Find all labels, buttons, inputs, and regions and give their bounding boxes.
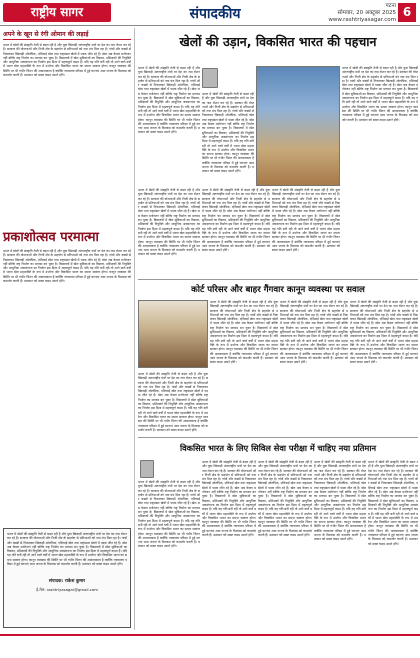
third-text-col-2: भारत में खेलों की संस्कृति तेजी से बदल रही है और युवा खिलाड़ी अंतरराष्ट्रीय मंचों पर देश का नाम रोशन कर रहे हैं। सरकार की योजनाओं और निजी क्षेत्र के सहयोग से प्रतिभाओं को नया मंच मिल रहा है। गांवों और कस्बों से निकलकर खिलाड़ी ओलंपिक, एशियाई खेल तथा राष्ट्रमंडल खेलों में पदक जीत रहे हैं। खेल अब केवल मनोरंजन नहीं बल्कि राष्ट्र निर्माण का माध्यम बन चुका है। विद्यालयों में खेल सुविधाओं का विस्तार, प्रशिक्षकों की नियुक्ति और आधुनिक अवसंरचना का निर्माण इस दिशा में महत्वपूर्ण कदम हैं। यदि यह गति बनी रही तो आने वाले वर्षों में भारत खेल महाशक्ति के रूप में उभरेगा और विकसित भारत का सपना साकार होगा। कानून व्यवस्था की स्थिति पर भी गंभीर चिंतन की आवश्यकता है क्योंकि न्यायालय परिसर में हुई घटनाएं आम जनता के विश्वास को कमजोर करती हैं। प्रशासन को सख्त कदम उठाने होंगे। (202, 460, 256, 538)
second-headline: कोर्ट परिसर और बाहर गैंगवार कानून व्यवस्था पर सवाल (191, 285, 365, 295)
left-top-headline-bar (3, 30, 131, 40)
second-text-col-3: भारत में खेलों की संस्कृति तेजी से बदल रही है और युवा खिलाड़ी अंतरराष्ट्रीय मंचों पर देश का नाम रोशन कर रहे हैं। सरकार की योजनाओं और निजी क्षेत्र के सहयोग से प्रतिभाओं को नया मंच मिल रहा है। गांवों और कस्बों से निकलकर खिलाड़ी ओलंपिक, एशियाई खेल तथा राष्ट्रमंडल खेलों में पदक जीत रहे हैं। खेल अब केवल मनोरंजन नहीं बल्कि राष्ट्र निर्माण का माध्यम बन चुका है। विद्यालयों में खेल सुविधाओं का विस्तार, प्रशिक्षकों की नियुक्ति और आधुनिक अवसंरचना का निर्माण इस दिशा में महत्वपूर्ण कदम हैं। यदि यह गति बनी रही तो आने वाले वर्षों में भारत खेल महाशक्ति के रूप में उभरेगा और विकसित भारत का सपना साकार होगा। कानून व्यवस्था की स्थिति पर भी गंभीर चिंतन की आवश्यकता है क्योंकि न्यायालय परिसर में हुई घटनाएं आम जनता के विश्वास को कमजोर करती हैं। प्रशासन को सख्त कदम उठाने होंगे। (280, 300, 348, 365)
third-text-col-1: भारत में खेलों की संस्कृति तेजी से बदल रही है और युवा खिलाड़ी अंतरराष्ट्रीय मंचों पर देश का नाम रोशन कर रहे हैं। सरकार की योजनाओं और निजी क्षेत्र के सहयोग से प्रतिभाओं को नया मंच मिल रहा है। गांवों और कस्बों से निकलकर खिलाड़ी ओलंपिक, एशियाई खेल तथा राष्ट्रमंडल खेलों में पदक जीत रहे हैं। खेल अब केवल मनोरंजन नहीं बल्कि राष्ट्र निर्माण का माध्यम बन चुका है। विद्यालयों में खेल सुविधाओं का विस्तार, प्रशिक्षकों की नियुक्ति और आधुनिक अवसंरचना का निर्माण इस दिशा में महत्वपूर्ण कदम हैं। यदि यह गति बनी रही तो आने वाले वर्षों में भारत खेल महाशक्ति के रूप में उभरेगा और विकसित भारत का सपना साकार होगा। कानून व्यवस्था की स्थिति पर भी गंभीर चिंतन की आवश्यकता है क्योंकि न्यायालय परिसर में हुई घटनाएं आम जनता के विश्वास को कमजोर करती हैं। प्रशासन को सख्त कदम उठाने होंगे। (138, 480, 200, 549)
second-headline-wrap (138, 282, 418, 298)
imprint-editor: संपादक: राकेश कुमार (48, 579, 86, 584)
lead-byline-wrap (138, 55, 418, 65)
third-text-col-4: भारत में खेलों की संस्कृति तेजी से बदल रही है और युवा खिलाड़ी अंतरराष्ट्रीय मंचों पर देश का नाम रोशन कर रहे हैं। सरकार की योजनाओं और निजी क्षेत्र के सहयोग से प्रतिभाओं को नया मंच मिल रहा है। गांवों और कस्बों से निकलकर खिलाड़ी ओलंपिक, एशियाई खेल तथा राष्ट्रमंडल खेलों में पदक जीत रहे हैं। खेल अब केवल मनोरंजन नहीं बल्कि राष्ट्र निर्माण का माध्यम बन चुका है। विद्यालयों में खेल सुविधाओं का विस्तार, प्रशिक्षकों की नियुक्ति और आधुनिक अवसंरचना का निर्माण इस दिशा में महत्वपूर्ण कदम हैं। यदि यह गति बनी रही तो आने वाले वर्षों में भारत खेल महाशक्ति के रूप में उभरेगा और विकसित भारत का सपना साकार होगा। कानून व्यवस्था की स्थिति पर भी गंभीर चिंतन की आवश्यकता है क्योंकि न्यायालय परिसर में हुई घटनाएं आम जनता के विश्वास को कमजोर करती हैं। प्रशासन को सख्त कदम उठाने होंगे। (314, 460, 366, 542)
second-text-col-2: भारत में खेलों की संस्कृति तेजी से बदल रही है और युवा खिलाड़ी अंतरराष्ट्रीय मंचों पर देश का नाम रोशन कर रहे हैं। सरकार की योजनाओं और निजी क्षेत्र के सहयोग से प्रतिभाओं को नया मंच मिल रहा है। गांवों और कस्बों से निकलकर खिलाड़ी ओलंपिक, एशियाई खेल तथा राष्ट्रमंडल खेलों में पदक जीत रहे हैं। खेल अब केवल मनोरंजन नहीं बल्कि राष्ट्र निर्माण का माध्यम बन चुका है। विद्यालयों में खेल सुविधाओं का विस्तार, प्रशिक्षकों की नियुक्ति और आधुनिक अवसंरचना का निर्माण इस दिशा में महत्वपूर्ण कदम हैं। यदि यह गति बनी रही तो आने वाले वर्षों में भारत खेल महाशक्ति के रूप में उभरेगा और विकसित भारत का सपना साकार होगा। कानून व्यवस्था की स्थिति पर भी गंभीर चिंतन की आवश्यकता है क्योंकि न्यायालय परिसर में हुई घटनाएं आम जनता के विश्वास को कमजोर करती हैं। प्रशासन को सख्त कदम उठाने होंगे। (210, 300, 278, 365)
date-block (318, 3, 396, 24)
left-mid-headline: प्रकाशोत्सव परमात्मा (3, 230, 99, 245)
third-text-col-3: भारत में खेलों की संस्कृति तेजी से बदल रही है और युवा खिलाड़ी अंतरराष्ट्रीय मंचों पर देश का नाम रोशन कर रहे हैं। सरकार की योजनाओं और निजी क्षेत्र के सहयोग से प्रतिभाओं को नया मंच मिल रहा है। गांवों और कस्बों से निकलकर खिलाड़ी ओलंपिक, एशियाई खेल तथा राष्ट्रमंडल खेलों में पदक जीत रहे हैं। खेल अब केवल मनोरंजन नहीं बल्कि राष्ट्र निर्माण का माध्यम बन चुका है। विद्यालयों में खेल सुविधाओं का विस्तार, प्रशिक्षकों की नियुक्ति और आधुनिक अवसंरचना का निर्माण इस दिशा में महत्वपूर्ण कदम हैं। यदि यह गति बनी रही तो आने वाले वर्षों में भारत खेल महाशक्ति के रूप में उभरेगा और विकसित भारत का सपना साकार होगा। कानून व्यवस्था की स्थिति पर भी गंभीर चिंतन की आवश्यकता है क्योंकि न्यायालय परिसर में हुई घटनाएं आम जनता के विश्वास को कमजोर करती हैं। प्रशासन को सख्त कदम उठाने होंगे। (258, 460, 312, 538)
third-headline-wrap (138, 440, 418, 456)
paper-name: राष्ट्रीय सागर (3, 3, 111, 22)
second-text-col-4: भारत में खेलों की संस्कृति तेजी से बदल रही है और युवा खिलाड़ी अंतरराष्ट्रीय मंचों पर देश का नाम रोशन कर रहे हैं। सरकार की योजनाओं और निजी क्षेत्र के सहयोग से प्रतिभाओं को नया मंच मिल रहा है। गांवों और कस्बों से निकलकर खिलाड़ी ओलंपिक, एशियाई खेल तथा राष्ट्रमंडल खेलों में पदक जीत रहे हैं। खेल अब केवल मनोरंजन नहीं बल्कि राष्ट्र निर्माण का माध्यम बन चुका है। विद्यालयों में खेल सुविधाओं का विस्तार, प्रशिक्षकों की नियुक्ति और आधुनिक अवसंरचना का निर्माण इस दिशा में महत्वपूर्ण कदम हैं। यदि यह गति बनी रही तो आने वाले वर्षों में भारत खेल महाशक्ति के रूप में उभरेगा और विकसित भारत का सपना साकार होगा। कानून व्यवस्था की स्थिति पर भी गंभीर चिंतन की आवश्यकता है क्योंकि न्यायालय परिसर में हुई घटनाएं आम जनता के विश्वास को कमजोर करती हैं। प्रशासन को सख्त कदम उठाने होंगे। (350, 300, 418, 365)
lead-photo-sports (256, 66, 340, 186)
lead-text-col-2: भारत में खेलों की संस्कृति तेजी से बदल रही है और युवा खिलाड़ी अंतरराष्ट्रीय मंचों पर देश का नाम रोशन कर रहे हैं। सरकार की योजनाओं और निजी क्षेत्र के सहयोग से प्रतिभाओं को नया मंच मिल रहा है। गांवों और कस्बों से निकलकर खिलाड़ी ओलंपिक, एशियाई खेल तथा राष्ट्रमंडल खेलों में पदक जीत रहे हैं। खेल अब केवल मनोरंजन नहीं बल्कि राष्ट्र निर्माण का माध्यम बन चुका है। विद्यालयों में खेल सुविधाओं का विस्तार, प्रशिक्षकों की नियुक्ति और आधुनिक अवसंरचना का निर्माण इस दिशा में महत्वपूर्ण कदम हैं। यदि यह गति बनी रही तो आने वाले वर्षों में भारत खेल महाशक्ति के रूप में उभरेगा और विकसित भारत का सपना साकार होगा। कानून व्यवस्था की स्थिति पर भी गंभीर चिंतन की आवश्यकता है क्योंकि न्यायालय परिसर में हुई घटनाएं आम जनता के विश्वास को कमजोर करती हैं। प्रशासन को सख्त कदम उठाने होंगे। (202, 92, 254, 174)
left-mid-headline-wrap (3, 229, 131, 247)
left-top-headline: अपने के खून से रंगी ओमान की लड़ाई (3, 31, 89, 38)
date-text: सोमवार, 20 अक्टूबर 2025 (337, 10, 396, 16)
lead-text-col-6: भारत में खेलों की संस्कृति तेजी से बदल रही है और युवा खिलाड़ी अंतरराष्ट्रीय मंचों पर देश का नाम रोशन कर रहे हैं। सरकार की योजनाओं और निजी क्षेत्र के सहयोग से प्रतिभाओं को नया मंच मिल रहा है। गांवों और कस्बों से निकलकर खिलाड़ी ओलंपिक, एशियाई खेल तथा राष्ट्रमंडल खेलों में पदक जीत रहे हैं। खेल अब केवल मनोरंजन नहीं बल्कि राष्ट्र निर्माण का माध्यम बन चुका है। विद्यालयों में खेल सुविधाओं का विस्तार, प्रशिक्षकों की नियुक्ति और आधुनिक अवसंरचना का निर्माण इस दिशा में महत्वपूर्ण कदम हैं। यदि यह गति बनी रही तो आने वाले वर्षों में भारत खेल महाशक्ति के रूप में उभरेगा और विकसित भारत का सपना साकार होगा। कानून व्यवस्था की स्थिति पर भी गंभीर चिंतन की आवश्यकता है क्योंकि न्यायालय परिसर में हुई घटनाएं आम जनता के विश्वास को कमजोर करती हैं। प्रशासन को सख्त कदम उठाने होंगे। (272, 188, 340, 253)
author-photo (202, 68, 218, 88)
section-rule-2 (138, 437, 418, 438)
author-photo-2 (140, 460, 154, 478)
lead-headline: खेलों की उड़ान, विकसित भारत की पहचान (179, 34, 377, 49)
imprint-email: ई-मेल: rashtriyasagar@gmail.com (36, 587, 98, 592)
court-photo (138, 300, 208, 368)
section-rule-1 (138, 279, 418, 280)
third-headline: विकसित भारत के लिए सिविल सेवा परीक्षा में चाहिए नया प्रतिमान (180, 443, 376, 453)
left-top-article-text: भारत में खेलों की संस्कृति तेजी से बदल रही है और युवा खिलाड़ी अंतरराष्ट्रीय मंचों पर देश का नाम रोशन कर रहे हैं। सरकार की योजनाओं और निजी क्षेत्र के सहयोग से प्रतिभाओं को नया मंच मिल रहा है। गांवों और कस्बों से निकलकर खिलाड़ी ओलंपिक, एशियाई खेल तथा राष्ट्रमंडल खेलों में पदक जीत रहे हैं। खेल अब केवल मनोरंजन नहीं बल्कि राष्ट्र निर्माण का माध्यम बन चुका है। विद्यालयों में खेल सुविधाओं का विस्तार, प्रशिक्षकों की नियुक्ति और आधुनिक अवसंरचना का निर्माण इस दिशा में महत्वपूर्ण कदम हैं। यदि यह गति बनी रही तो आने वाले वर्षों में भारत खेल महाशक्ति के रूप में उभरेगा और विकसित भारत का सपना साकार होगा। कानून व्यवस्था की स्थिति पर भी गंभीर चिंतन की आवश्यकता है क्योंकि न्यायालय परिसर में हुई घटनाएं आम जनता के विश्वास को कमजोर करती हैं। प्रशासन को सख्त कदम उठाने होंगे। (3, 43, 131, 78)
lead-headline-wrap (138, 30, 418, 54)
lead-text-col-4: भारत में खेलों की संस्कृति तेजी से बदल रही है और युवा खिलाड़ी अंतरराष्ट्रीय मंचों पर देश का नाम रोशन कर रहे हैं। सरकार की योजनाओं और निजी क्षेत्र के सहयोग से प्रतिभाओं को नया मंच मिल रहा है। गांवों और कस्बों से निकलकर खिलाड़ी ओलंपिक, एशियाई खेल तथा राष्ट्रमंडल खेलों में पदक जीत रहे हैं। खेल अब केवल मनोरंजन नहीं बल्कि राष्ट्र निर्माण का माध्यम बन चुका है। विद्यालयों में खेल सुविधाओं का विस्तार, प्रशिक्षकों की नियुक्ति और आधुनिक अवसंरचना का निर्माण इस दिशा में महत्वपूर्ण कदम हैं। यदि यह गति बनी रही तो आने वाले वर्षों में भारत खेल महाशक्ति के रूप में उभरेगा और विकसित भारत का सपना साकार होगा। कानून व्यवस्था की स्थिति पर भी गंभीर चिंतन की आवश्यकता है क्योंकि न्यायालय परिसर में हुई घटनाएं आम जनता के विश्वास को कमजोर करती हैं। प्रशासन को सख्त कदम उठाने होंगे। (138, 188, 200, 257)
lead-text-col-1: भारत में खेलों की संस्कृति तेजी से बदल रही है और युवा खिलाड़ी अंतरराष्ट्रीय मंचों पर देश का नाम रोशन कर रहे हैं। सरकार की योजनाओं और निजी क्षेत्र के सहयोग से प्रतिभाओं को नया मंच मिल रहा है। गांवों और कस्बों से निकलकर खिलाड़ी ओलंपिक, एशियाई खेल तथा राष्ट्रमंडल खेलों में पदक जीत रहे हैं। खेल अब केवल मनोरंजन नहीं बल्कि राष्ट्र निर्माण का माध्यम बन चुका है। विद्यालयों में खेल सुविधाओं का विस्तार, प्रशिक्षकों की नियुक्ति और आधुनिक अवसंरचना का निर्माण इस दिशा में महत्वपूर्ण कदम हैं। यदि यह गति बनी रही तो आने वाले वर्षों में भारत खेल महाशक्ति के रूप में उभरेगा और विकसित भारत का सपना साकार होगा। कानून व्यवस्था की स्थिति पर भी गंभीर चिंतन की आवश्यकता है क्योंकि न्यायालय परिसर में हुई घटनाएं आम जनता के विश्वास को कमजोर करती हैं। प्रशासन को सख्त कदम उठाने होंगे। (138, 66, 200, 135)
column-divider (134, 28, 135, 630)
website: www.rashtriyasagar.com (328, 17, 396, 23)
second-text-col-1: भारत में खेलों की संस्कृति तेजी से बदल रही है और युवा खिलाड़ी अंतरराष्ट्रीय मंचों पर देश का नाम रोशन कर रहे हैं। सरकार की योजनाओं और निजी क्षेत्र के सहयोग से प्रतिभाओं को नया मंच मिल रहा है। गांवों और कस्बों से निकलकर खिलाड़ी ओलंपिक, एशियाई खेल तथा राष्ट्रमंडल खेलों में पदक जीत रहे हैं। खेल अब केवल मनोरंजन नहीं बल्कि राष्ट्र निर्माण का माध्यम बन चुका है। विद्यालयों में खेल सुविधाओं का विस्तार, प्रशिक्षकों की नियुक्ति और आधुनिक अवसंरचना का निर्माण इस दिशा में महत्वपूर्ण कदम हैं। यदि यह गति बनी रही तो आने वाले वर्षों में भारत खेल महाशक्ति के रूप में उभरेगा और विकसित भारत का सपना साकार होगा। कानून व्यवस्था की स्थिति पर भी गंभीर चिंतन की आवश्यकता है क्योंकि न्यायालय परिसर में हुई घटनाएं आम जनता के विश्वास को कमजोर करती हैं। प्रशासन को सख्त कदम उठाने होंगे। (138, 372, 208, 432)
imprint-text: भारत में खेलों की संस्कृति तेजी से बदल रही है और युवा खिलाड़ी अंतरराष्ट्रीय मंचों पर देश का नाम रोशन कर रहे हैं। सरकार की योजनाओं और निजी क्षेत्र के सहयोग से प्रतिभाओं को नया मंच मिल रहा है। गांवों और कस्बों से निकलकर खिलाड़ी ओलंपिक, एशियाई खेल तथा राष्ट्रमंडल खेलों में पदक जीत रहे हैं। खेल अब केवल मनोरंजन नहीं बल्कि राष्ट्र निर्माण का माध्यम बन चुका है। विद्यालयों में खेल सुविधाओं का विस्तार, प्रशिक्षकों की नियुक्ति और आधुनिक अवसंरचना का निर्माण इस दिशा में महत्वपूर्ण कदम हैं। यदि यह गति बनी रही तो आने वाले वर्षों में भारत खेल महाशक्ति के रूप में उभरेगा और विकसित भारत का सपना साकार होगा। कानून व्यवस्था की स्थिति पर भी गंभीर चिंतन की आवश्यकता है क्योंकि न्यायालय परिसर में हुई घटनाएं आम जनता के विश्वास को कमजोर करती हैं। प्रशासन को सख्त कदम उठाने होंगे। (7, 532, 127, 567)
lead-text-col-5: भारत में खेलों की संस्कृति तेजी से बदल रही है और युवा खिलाड़ी अंतरराष्ट्रीय मंचों पर देश का नाम रोशन कर रहे हैं। सरकार की योजनाओं और निजी क्षेत्र के सहयोग से प्रतिभाओं को नया मंच मिल रहा है। गांवों और कस्बों से निकलकर खिलाड़ी ओलंपिक, एशियाई खेल तथा राष्ट्रमंडल खेलों में पदक जीत रहे हैं। खेल अब केवल मनोरंजन नहीं बल्कि राष्ट्र निर्माण का माध्यम बन चुका है। विद्यालयों में खेल सुविधाओं का विस्तार, प्रशिक्षकों की नियुक्ति और आधुनिक अवसंरचना का निर्माण इस दिशा में महत्वपूर्ण कदम हैं। यदि यह गति बनी रही तो आने वाले वर्षों में भारत खेल महाशक्ति के रूप में उभरेगा और विकसित भारत का सपना साकार होगा। कानून व्यवस्था की स्थिति पर भी गंभीर चिंतन की आवश्यकता है क्योंकि न्यायालय परिसर में हुई घटनाएं आम जनता के विश्वास को कमजोर करती हैं। प्रशासन को सख्त कदम उठाने होंगे। (202, 188, 270, 253)
section-label: संपादकीय (189, 6, 241, 22)
footer-rule (0, 634, 420, 636)
left-mid-article-text: भारत में खेलों की संस्कृति तेजी से बदल रही है और युवा खिलाड़ी अंतरराष्ट्रीय मंचों पर देश का नाम रोशन कर रहे हैं। सरकार की योजनाओं और निजी क्षेत्र के सहयोग से प्रतिभाओं को नया मंच मिल रहा है। गांवों और कस्बों से निकलकर खिलाड़ी ओलंपिक, एशियाई खेल तथा राष्ट्रमंडल खेलों में पदक जीत रहे हैं। खेल अब केवल मनोरंजन नहीं बल्कि राष्ट्र निर्माण का माध्यम बन चुका है। विद्यालयों में खेल सुविधाओं का विस्तार, प्रशिक्षकों की नियुक्ति और आधुनिक अवसंरचना का निर्माण इस दिशा में महत्वपूर्ण कदम हैं। यदि यह गति बनी रही तो आने वाले वर्षों में भारत खेल महाशक्ति के रूप में उभरेगा और विकसित भारत का सपना साकार होगा। कानून व्यवस्था की स्थिति पर भी गंभीर चिंतन की आवश्यकता है क्योंकि न्यायालय परिसर में हुई घटनाएं आम जनता के विश्वास को कमजोर करती हैं। प्रशासन को सख्त कदम उठाने होंगे। (3, 249, 131, 284)
page-number: 6 (398, 3, 416, 22)
date-city: पटना (385, 3, 396, 9)
lead-text-col-3: भारत में खेलों की संस्कृति तेजी से बदल रही है और युवा खिलाड़ी अंतरराष्ट्रीय मंचों पर देश का नाम रोशन कर रहे हैं। सरकार की योजनाओं और निजी क्षेत्र के सहयोग से प्रतिभाओं को नया मंच मिल रहा है। गांवों और कस्बों से निकलकर खिलाड़ी ओलंपिक, एशियाई खेल तथा राष्ट्रमंडल खेलों में पदक जीत रहे हैं। खेल अब केवल मनोरंजन नहीं बल्कि राष्ट्र निर्माण का माध्यम बन चुका है। विद्यालयों में खेल सुविधाओं का विस्तार, प्रशिक्षकों की नियुक्ति और आधुनिक अवसंरचना का निर्माण इस दिशा में महत्वपूर्ण कदम हैं। यदि यह गति बनी रही तो आने वाले वर्षों में भारत खेल महाशक्ति के रूप में उभरेगा और विकसित भारत का सपना साकार होगा। कानून व्यवस्था की स्थिति पर भी गंभीर चिंतन की आवश्यकता है क्योंकि न्यायालय परिसर में हुई घटनाएं आम जनता के विश्वास को कमजोर करती हैं। प्रशासन को सख्त कदम उठाने होंगे। (342, 66, 418, 122)
imprint-box (3, 528, 131, 628)
third-text-col-5: भारत में खेलों की संस्कृति तेजी से बदल रही है और युवा खिलाड़ी अंतरराष्ट्रीय मंचों पर देश का नाम रोशन कर रहे हैं। सरकार की योजनाओं और निजी क्षेत्र के सहयोग से प्रतिभाओं को नया मंच मिल रहा है। गांवों और कस्बों से निकलकर खिलाड़ी ओलंपिक, एशियाई खेल तथा राष्ट्रमंडल खेलों में पदक जीत रहे हैं। खेल अब केवल मनोरंजन नहीं बल्कि राष्ट्र निर्माण का माध्यम बन चुका है। विद्यालयों में खेल सुविधाओं का विस्तार, प्रशिक्षकों की नियुक्ति और आधुनिक अवसंरचना का निर्माण इस दिशा में महत्वपूर्ण कदम हैं। यदि यह गति बनी रही तो आने वाले वर्षों में भारत खेल महाशक्ति के रूप में उभरेगा और विकसित भारत का सपना साकार होगा। कानून व्यवस्था की स्थिति पर भी गंभीर चिंतन की आवश्यकता है क्योंकि न्यायालय परिसर में हुई घटनाएं आम जनता के विश्वास को कमजोर करती हैं। प्रशासन को सख्त कदम उठाने होंगे। (368, 460, 418, 546)
